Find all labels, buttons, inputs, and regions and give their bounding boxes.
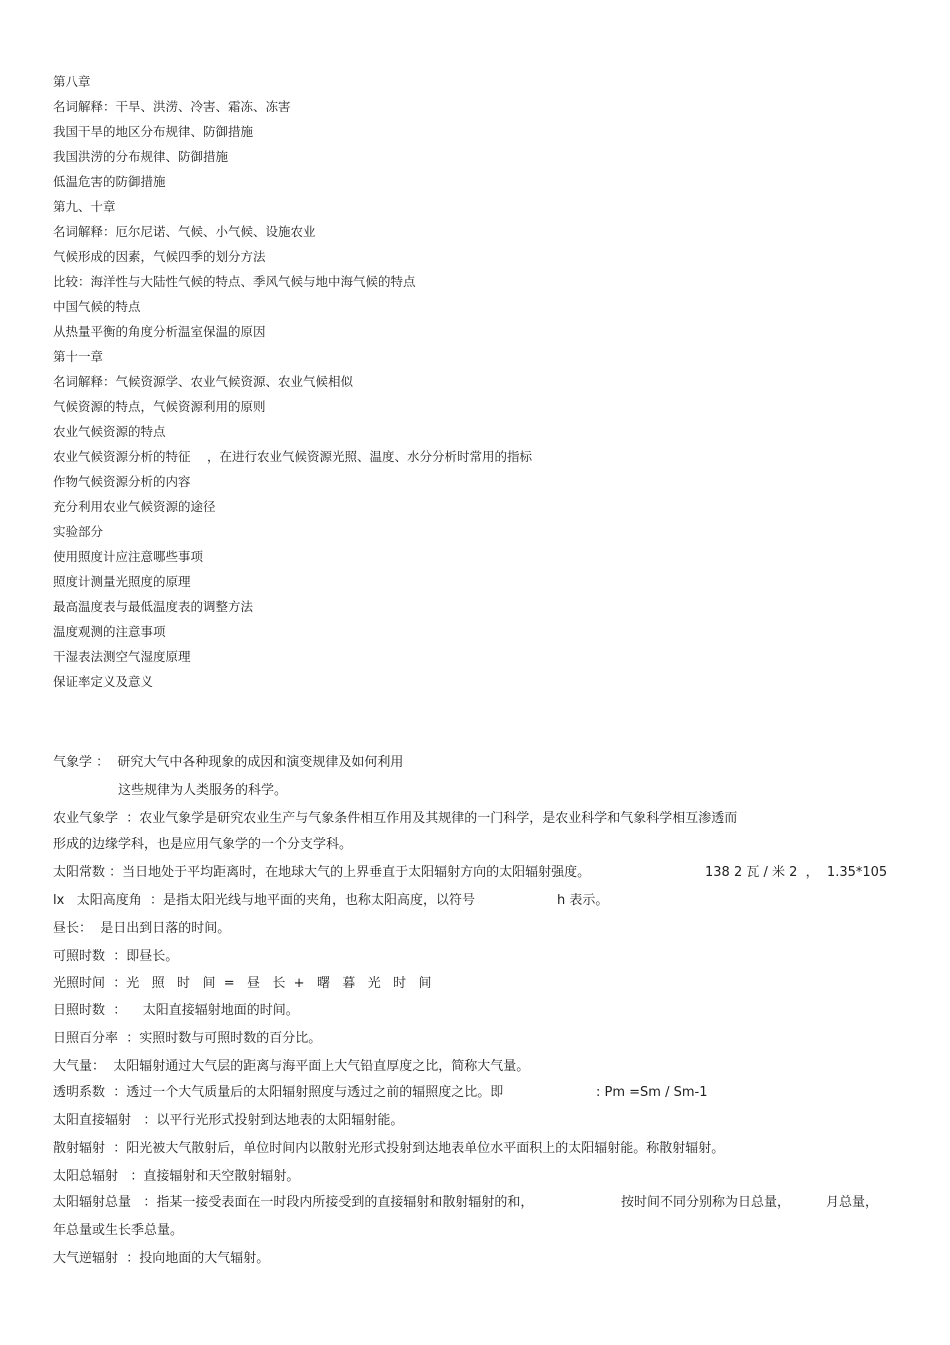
outline-item: 温度观测的注意事项: [53, 624, 166, 639]
definition-global-radiation: 太阳总辐射 ：直接辐射和天空散射辐射。: [53, 1169, 300, 1184]
outline-item: 从热量平衡的角度分析温室保温的原因: [53, 324, 266, 339]
outline-item: 作物气候资源分析的内容: [53, 474, 191, 489]
chapter-heading: 第十一章: [53, 349, 104, 364]
outline-item: 气候资源的特点，气候资源利用的原则: [53, 399, 266, 414]
definition-transparency: 透明系数 ：透过一个大气质量后的太阳辐射照度与透过之前的辐照度之比。即: [53, 1085, 504, 1100]
definition-counter-radiation: 大气逆辐射 ：投向地面的大气辐射。: [53, 1251, 270, 1266]
definition-solar-altitude: lx 太阳高度角 ：是指太阳光线与地平面的夹角，也称太阳高度，以符号: [53, 893, 475, 908]
solar-altitude-symbol: h 表示。: [557, 893, 609, 908]
definition-sunshine-percentage: 日照百分率 ：实照时数与可照时数的百分比。: [53, 1031, 322, 1046]
chapter-heading: 第八章: [53, 74, 91, 89]
definition-illumination-time: 光照时间 ：光 照 时 间 = 昼 长 + 曙 暮 光 时 间: [53, 976, 432, 991]
radiation-total-monthly: 月总量，: [826, 1195, 879, 1210]
definition-diffuse-radiation: 散射辐射 ：阳光被大气散射后，单位时间内以散射光形式投射到达地表单位水平面积上的太阳辐射能。称散射辐射。: [53, 1141, 725, 1156]
outline-item: 我国洪涝的分布规律、防御措施: [53, 149, 229, 164]
outline-item: 中国气候的特点: [53, 299, 141, 314]
outline-item: 气候形成的因素，气候四季的划分方法: [53, 249, 266, 264]
definition-solar-constant: 太阳常数 ：当日地处于平均距离时，在地球大气的上界垂直于太阳辐射方向的太阳辐射强度。: [53, 865, 591, 880]
definition-air-mass: 大气量： 太阳辐射通过大气层的距离与海平面上大气铅直厚度之比，简称大气量。: [53, 1059, 530, 1074]
chapter-heading: 实验部分: [53, 524, 104, 539]
definition-meteorology-cont: 这些规律为人类服务的科学。: [118, 783, 288, 798]
radiation-total-annual: 年总量或生长季总量。: [53, 1223, 184, 1238]
outline-item: 我国干旱的地区分布规律、防御措施: [53, 124, 254, 139]
definition-possible-sunshine: 可照时数 ：即昼长。: [53, 949, 179, 964]
definition-sunshine-hours: 日照时数 ： 太阳直接辐射地面的时间。: [53, 1003, 299, 1018]
outline-item: 照度计测量光照度的原理: [53, 574, 191, 589]
outline-item: 使用照度计应注意哪些事项: [53, 549, 204, 564]
definition-meteorology: 气象学 ： 研究大气中各种现象的成因和演变规律及如何利用: [53, 755, 404, 770]
outline-item: 干湿表法测空气湿度原理: [53, 649, 191, 664]
outline-item: 保证率定义及意义: [53, 674, 154, 689]
transparency-formula: : Pm =Sm / Sm-1: [596, 1085, 708, 1100]
definition-agrometeorology: 农业气象学 ：农业气象学是研究农业生产与气象条件相互作用及其规律的一门科学，是农业科学和气象科学相互渗透而: [53, 811, 738, 826]
outline-item: 最高温度表与最低温度表的调整方法: [53, 599, 254, 614]
outline-item: 名词解释：干旱、洪涝、冷害、霜冻、冻害: [53, 99, 291, 114]
outline-item: 名词解释：厄尔尼诺、气候、小气候、设施农业: [53, 224, 316, 239]
definition-direct-radiation: 太阳直接辐射 ：以平行光形式投射到达地表的太阳辐射能。: [53, 1113, 404, 1128]
outline-item: 名词解释：气候资源学、农业气候资源、农业气候相似: [53, 374, 354, 389]
definition-radiation-total: 太阳辐射总量 ：指某一接受表面在一时段内所接受到的直接辐射和散射辐射的和，: [53, 1195, 534, 1210]
solar-constant-value: 138 2 瓦 / 米 2 ， 1.35*105: [705, 865, 888, 880]
chapter-heading: 第九、十章: [53, 199, 116, 214]
definition-day-length: 昼长： 是日出到日落的时间。: [53, 921, 231, 936]
outline-item: 农业气候资源的特点: [53, 424, 166, 439]
outline-item: 充分利用农业气候资源的途径: [53, 499, 216, 514]
outline-item: 比较：海洋性与大陆性气候的特点、季风气候与地中海气候的特点: [53, 274, 416, 289]
outline-item: 农业气候资源分析的特征 ，在进行农业气候资源光照、温度、水分分析时常用的指标: [53, 449, 532, 464]
outline-item: 低温危害的防御措施: [53, 174, 166, 189]
radiation-total-cont: 按时间不同分别称为日总量，: [621, 1195, 791, 1210]
definition-agrometeorology-cont: 形成的边缘学科，也是应用气象学的一个分支学科。: [53, 837, 353, 852]
